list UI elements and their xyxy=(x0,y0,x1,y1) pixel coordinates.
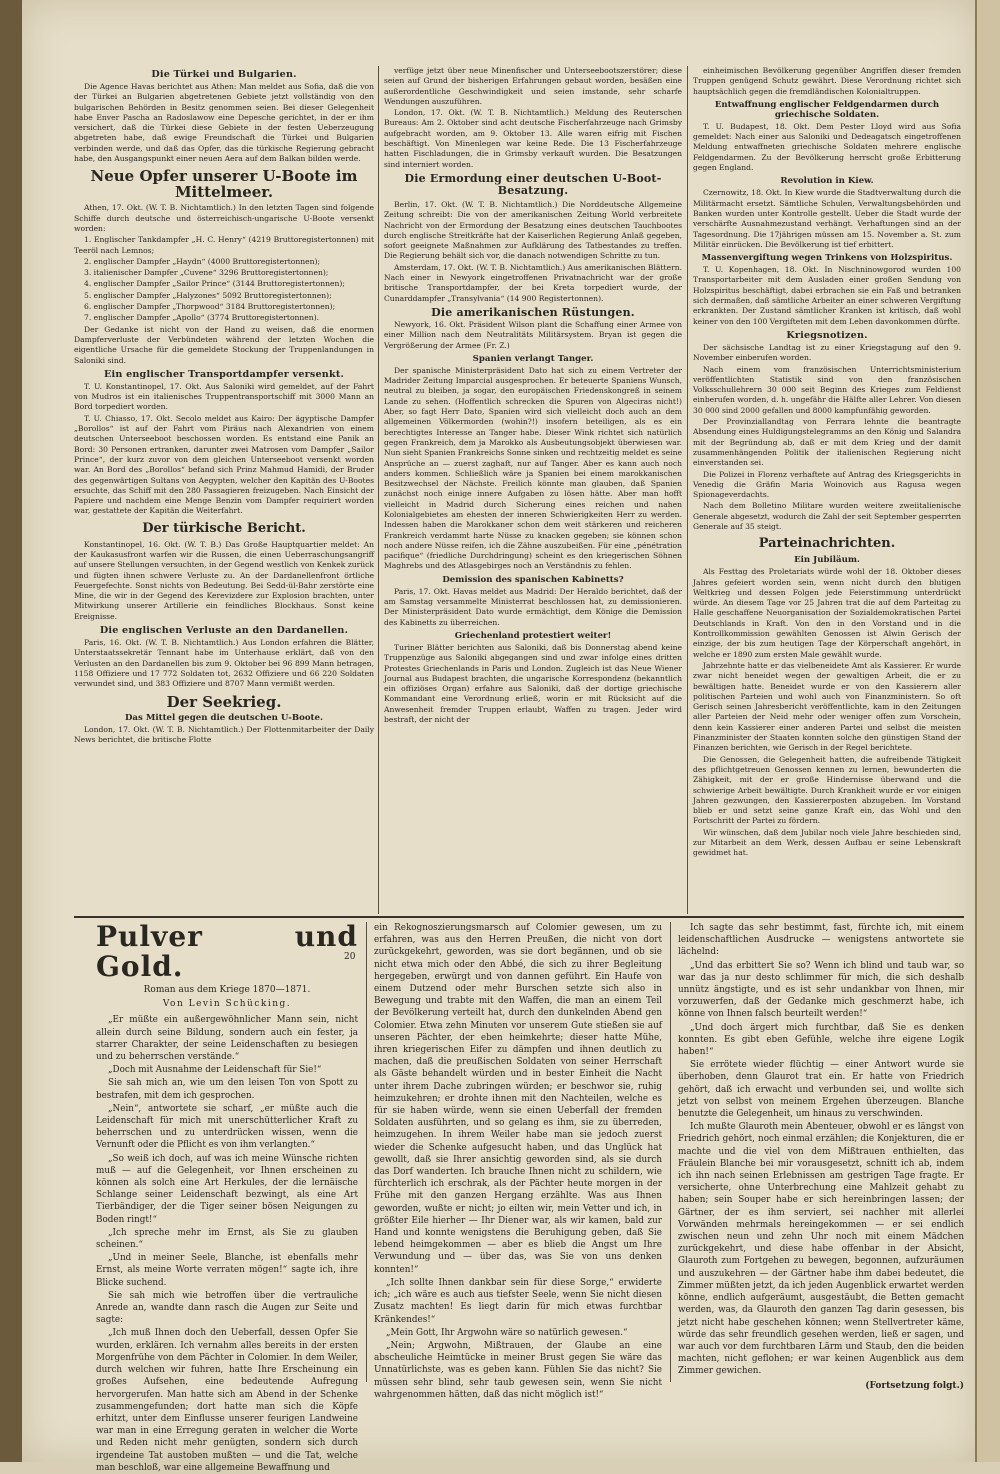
headline-kriegsnotizen: Kriegsnotizen. xyxy=(786,329,868,341)
story-text: „Doch mit Ausnahme der Leidenschaft für Sie!“ xyxy=(108,1065,322,1076)
column-rule xyxy=(378,66,379,914)
article-text: einheimischen Bevölkerung gegenüber Angriffen dieser fremden Truppen genügend Schutz gewährt. Diese Verordnung richtet sich hauptsächlich gegen die fremdländischen Kolonialtruppen. xyxy=(693,66,961,96)
article-text: Die Polizei in Florenz verhaftete auf Antrag des Kriegsgerichts in Venedig die Gräfin Maria Woinovich aus Ragusa wegen Spionageverdachts. xyxy=(693,469,961,500)
article-text: Der Provinziallandtag von Ferrara lehnte die beantragte Absendung eines Huldigungstelegramms an den König und Salandra mit der Begründung ab, daß er mit dem Krieg und der damit zusammenhängenden Politik der italienischen Regierung nicht einverstanden sei. xyxy=(693,417,961,468)
headline-parteinachrichten: Parteinachrichten. xyxy=(758,536,896,552)
article-text: Jahrzehnte hatte er das vielbeneidete Amt als Kassierer. Er wurde zwar nicht beneidet wegen der gewaltigen Arbeit, die er zu bewältigen hatte. Beneidet wurde er von den Kassierern aller politischen Parteien und wohl auch von Finanzministern. So oft Gerisch seinen Jahresbericht veröffentlichte, kam in den Zeitungen aller Parteien der Neid mehr oder weniger offen zum Vorschein, denn kein Kassierer einer anderen Partei und selbst die meisten Finanzminister der Staaten konnten solche den günstigen Stand der Finanzen berichten, wie Gerisch in der Regel berichtete. xyxy=(693,660,961,753)
article-text: Amsterdam, 17. Okt. (W. T. B. Nichtamtlich.) Aus amerikanischen Blättern. Nach einer in Newyork eingetroffenen Privatnachricht war der große britische Transportdampfer, der bei Kreta torpediert wurde, der Cunarddampfer „Transylvania“ (14 900 Registertonnen). xyxy=(384,262,682,303)
headline-revolution-kiew: Revolution in Kiew. xyxy=(780,176,874,187)
article-text: Die Agence Havas berichtet aus Athen: Man meldet aus Sofia, daß die von der Türkei an Bulgarien abgetretenen Gebiete jetzt vollständig von den bulgarischen Behörden in Besitz genommen seien. Bei dieser Gelegenheit habe Enver Pascha an Radoslawow eine Depesche gerichtet, in der er ihm versichert, daß die Türkei diese Gebiete in der festen Ueberzeugung abgetreten habe, daß ewige Freundschaft die Türkei und Bulgarien verbinden werde, und daß das Opfer, das die türkische Regierung gebracht habe, den Ausgangspunkt einer neuen Aera auf dem Balkan bilden werde. xyxy=(74,82,374,164)
article-text: Nach einem vom französischen Unterrichtsministerium veröffentlichten Statistik sind von den französischen Volksschullehrern 30 000 seit Beginn des Krieges zum Feldienst einberufen worden, d. h. ungefähr die Hälfte aller Lehrer. Von diesen 30 000 sind 2000 gefallen und 8000 kampfunfähig geworden. xyxy=(693,364,961,415)
story-text: „So weiß ich doch, auf was ich meine Wünsche richten muß — auf die Gelegenheit, vor Ihnen erscheinen zu können als solch eine Art Herkules, der die lernäische Schlange seiner Leidenschaft bezwingt, als eine Art Tierbändiger, der die Tiger seiner bösen Neigungen zu Boden ringt!“ xyxy=(96,1153,358,1225)
installment-number: 20 xyxy=(344,952,356,962)
list-item: 3. italienischer Dampfer „Cuvene“ 3296 Bruttoregistertonnen); xyxy=(84,268,329,278)
story-text: ein Rekognoszierungsmarsch auf Colomier gewesen, um zu erfahren, was aus den Herren Preußen, die nicht von dort zurückgekehrt, geworden, was sie dort begännen, und ob sie nicht etwa mich oder den Abbé, die sich zu ihrer Begleitung hergegeben, erwürgt und von dannen geführt. Ein Haufe von einem Dutzend oder mehr Burschen setzte sich also in Bewegung und trabte mit den Waffen, die man an einem Teil der Bevölkerung verteilt hat, durch den dunkelnden Abend gen Colomier. Etwa zehn Minuten vor unserem Gute stießen sie auf unseren Pächter, der eben heimkehrte; dieser hatte Mühe, ihren kriegerischen Eifer zu dämpfen und ihnen deutlich zu machen, daß die preußischen Soldaten von seiner Herrschaft als Gäste behandelt würden und in bester Einheit die Nacht unter ihrem Dache zubringen würden; er beschwor sie, ruhig heimzukehren; er drohte ihnen mit den Nachteilen, welche es für sie haben würde, wenn sie einen Ueberfall der fremden Soldaten ausführten, und so gelang es ihm, sie zu überreden, heimzugehen. In ihrem Weiler habe man sie jedoch zuerst wieder die Schenke aufgesucht haben, und das Unglück hat gewollt, daß sie Ihrer ansichtig geworden sind, als sie durch das Dorf wanderten. Ich brauche Ihnen nicht zu schildern, wie fürchterlich ich erschrak, als der Pächter heute morgen in der Frühe mit den ganzen Hergang erzählte. Was aus Ihnen geworden, wußte er nicht; jo eilten wir, mein Vetter und ich, in größter Eile hierher — Ihr Diener war, als wir kamen, bald zur Hand und konnte wenigstens die Beruhigung geben, daß Sie lebend heimgekommen — aber es blieb die Angst um Ihre Verwundung und — über das, was Sie von uns denken konnten!“ xyxy=(374,923,662,1275)
subheadline-u-boote: Das Mittel gegen die deutschen U-Boote. xyxy=(124,712,323,723)
story-text: Sie sah mich wie betroffen über die vertrauliche Anrede an, wandte dann rasch die Augen zur Seite und sagte: xyxy=(96,1290,358,1326)
column-1 xyxy=(74,66,374,910)
story-text: „Und das erbittert Sie so? Wenn ich blind und taub war, so war das ja nur desto schlimmer für mich, die sich deshalb unnütz ängstigte, und es ist sehr undankbar von Ihnen, mir vorzuwerfen, daß der Gedanke mich geschmerzt habe, ich könne von Ihnen falsch beurteilt werden!“ xyxy=(678,960,964,1020)
article-text: verfüge jetzt über neue Minenfischer und Unterseebootszerstörer; diese seien auf Grund der bisherigen Erfahrungen gebaut worden, besäßen eine außerordentliche Geschwindigkeit und seien imstande, sehr scharfe Wendungen auszuführen. xyxy=(384,66,682,106)
story-text: „Und in meiner Seele, Blanche, ist ebenfalls mehr Ernst, als meine Worte verraten mögen!“ sagte ich, ihre Blicke suchend. xyxy=(96,1253,358,1288)
headline-amerikanische-ruestungen: Die amerikanischen Rüstungen. xyxy=(431,305,635,319)
article-text: Konstantinopel, 16. Okt. (W. T. B.) Das Große Hauptquartier meldet: An der Kaukasusfront warfen wir die Russen, die einen Ueberraschungsangriff auf unsere Stellungen versuchten, in der Gegend westlich von Kenkek zurück und fügten ihnen schwere Verluste zu. An der Dardanellenfront örtliche Feuergefechte. Sonst nichts von Bedeutung. Bei Sedd-ül-Bahr zerstörte eine Mine, die wir in der Gegend des Kerevizdere zur Explosion brachten, unter Mitwirkung unserer Artillerie ein feindliches Blockhaus. Sonst keine Ereignisse. xyxy=(74,539,374,621)
article-text: London, 17. Okt. (W. T. B. Nichtamtlich.) Meldung des Reuterschen Bureaus: Am 2. Oktober sind acht deutsche Fischerfahrzeuge nach Grimsby aufgebracht worden, am 9. Oktober 13. Alle waren eifrig mit Fischen beschäftigt. Von Minenlegen war keine Rede. Die 13 Fischerfahrzeuge hatten Fischladungen, die in Grimsby verkauft wurden. Die Besatzungen sind interniert worden. xyxy=(384,108,682,169)
story-text: „Ich muß Ihnen doch den Ueberfall, dessen Opfer Sie wurden, erklären. Ich vernahm alles bereits in der ersten Morgenfrühe von dem Pächter in Colomier. In dem Weiler, durch welchen wir fuhren, hatte Ihre Erscheinung ein großes Aufsehen, eine bedeutende Aufregung hervorgerufen. Man hatte sich am Abend in der Schenke zusammengefunden; dort hatte man sich die Köpfe erhitzt, unter dem Einflusse unserer feurigen Landweine war man in eine Erregung geraten in welcher die Worte und Reden nicht mehr genügten, sondern sich durch irgendeine Tat austoben mußten — und die Tat, welche man beschloß, war eine allgemeine Bewaffnung und xyxy=(96,1328,358,1473)
list-item: 7. englischer Dampfer „Apollo“ (3774 Bruttoregistertonnen). xyxy=(84,313,320,323)
headline-massenvergiftung: Massenvergiftung wegen Trinkens von Holzspiritus. xyxy=(701,253,953,264)
article-text: Der sächsische Landtag ist zu einer Kriegstagung auf den 9. November einberufen worden. xyxy=(693,342,961,363)
article-text: T. U. Budapest, 18. Okt. Dem Pester Lloyd wird aus Sofia gemeldet: Nach einer aus Saloniki und Dedeagatsch eingetroffenen Meldung entwaffneten griechische Soldaten mehrere englische Feldgendarmen. Zu der Bevölkerung herrscht große Erbitterung gegen England. xyxy=(693,121,961,173)
column-3 xyxy=(693,66,961,910)
story-text: „Nein“, antwortete sie scharf, „er müßte auch die Leidenschaft für mich mit unerschütterlicher Kraft zu beherrschen und zu unterdrücken wissen, wenn die Vernunft oder die Pflicht es von ihm verlangten.“ xyxy=(96,1103,358,1151)
newspaper-page xyxy=(22,0,977,1473)
feuilleton-column-2 xyxy=(374,922,662,1400)
article-text: Athen, 17. Okt. (W. T. B. Nichtamtlich.) In den letzten Tagen sind folgende Schiffe durch deutsche und österreichisch-ungarische U-Boote versenkt worden: xyxy=(74,203,374,233)
headline-griechenland: Griechenland protestiert weiter! xyxy=(454,630,612,641)
story-text: Sie errötete wieder flüchtig — einer Antwort wurde sie überhoben, denn Glaurot trat ein. Er hatte von Friedrich gehört, daß ich erwacht und verbunden sei, und wollte sich jetzt von selbst von meinem Ergehen überzeugen. Blanche benutzte die Gelegenheit, um hinaus zu verschwinden. xyxy=(678,1060,964,1120)
column-rule xyxy=(687,66,688,914)
article-text: Die Genossen, die Gelegenheit hatten, die aufreibende Tätigkeit des pflichtgetreuen Genossen kennen zu lernen, bewunderten die Zähigkeit, mit der er große Hindernisse überwand und die schwierige Arbeit bewältigte. Durch Krankheit wurde er vor einigen Jahren gezwungen, den Kassiererposten abzugeben. Im Vorstand blieb er und setzt seine ganze Kraft ein, das Wohl und den Fortschritt der Partei zu fördern. xyxy=(693,754,961,826)
list-item: 4. englischer Dampfer „Sailor Prince“ (3144 Bruttoregistertonnen); xyxy=(84,279,345,289)
feuilleton-column-1 xyxy=(96,920,358,1473)
column-2 xyxy=(384,66,682,910)
story-text: „Nein; Argwohn, Mißtrauen, der Glaube an eine abscheuliche Heimtücke in meiner Brust gegen Sie wäre das Unnatürlichste, was es geben kann. Fühlen Sie das nicht? Sie müssen sehr blind, sehr taub gewesen sein, wenn Sie nicht wahrgenommen hätten, daß das nicht möglich ist!“ xyxy=(374,1340,662,1400)
headline-transportdampfer: Ein englischer Transportdampfer versenkt. xyxy=(104,368,344,380)
article-text: Berlin, 17. Okt. (W. T. B. Nichtamtlich.) Die Norddeutsche Allgemeine Zeitung schreibt: Die von der amerikanischen Zeitung World verbreitete Nachricht von der Ermordung der Besatzung eines deutschen Tauchbootes durch englische Streitkräfte hat der Kaiserlichen Regierung Anlaß gegeben, sofort geeignete Maßnahmen zur Aufklärung des Tatbestandes zu treffen. Die Regierung behält sich vor, die danach notwendigen Schritte zu tun. xyxy=(384,199,682,261)
article-text: Wir wünschen, daß dem Jubilar noch viele Jahre beschieden sind, zur Mitarbeit an dem Werk, dessen Aufbau er seine Lebenskraft gewidmet hat. xyxy=(693,827,961,858)
binding-left xyxy=(0,0,22,1462)
headline-ermordung: Die Ermordung einer deutschen U-Boot-Besatzung. xyxy=(404,171,662,198)
list-item: 6. englischer Dampfer „Thorpwood“ 3184 Bruttoregistertonnen); xyxy=(84,302,336,312)
story-text: Ich mußte Glauroth mein Abenteuer, obwohl er es längst von Friedrich gehört, noch einmal erzählen; die Konjekturen, die er machte und die viel von dem Mißtrauen enthielten, das Fräulein Blanche bei mir vorausgesetzt, schnitt ich ab, indem ich ihn nach seinen Erlebnissen am gestrigen Tage fragte. Er versicherte, ohne Unterbrechung eine Mahlzeit gehabt zu haben; sein Souper habe er sich hereinbringen lassen; der Gärtner, der es ihm serviert, sei nachher mit allerlei Vorwänden mehrmals hereingekommen — er sei endlich zwischen neun und zehn Uhr noch mit einem Mädchen zurückgekehrt, und diese habe offenbar in der Absicht, Glauroth zum Fortgehen zu bewegen, begonnen, aufzuräumen und auszukehren — der Gärtner habe ihm dabei bedeutet, die Zimmer müßten jetzt, da ich jeden Augenblick erwartet werden könne, endlich aufgeräumt, ausgestäubt, die Betten gemacht werden, was, da Glauroth den ganzen Tag darin gesessen, bis jetzt nicht habe geschehen können; wenn Stellvertreter käme, würde das sehr freundlich gesehen werden, ließ er sagen, und war auch vor dem furchtbaren Lärm und Staub, den die beiden machten, nicht geflohen; er war keinen Augenblick aus dem Zimmer gewichen. xyxy=(678,1122,964,1377)
headline-demission: Demission des spanischen Kabinetts? xyxy=(442,574,624,585)
feuilleton-divider xyxy=(74,916,964,918)
list-item: 2. englischer Dampfer „Haydn“ (4000 Bruttoregistertonnen); xyxy=(84,256,321,266)
story-text: „Ich spreche mehr im Ernst, als Sie zu glauben scheinen.“ xyxy=(96,1227,358,1251)
article-text: Der Gedanke ist nicht von der Hand zu weisen, daß die enormen Dampferverluste der Verbündeten während der letzten Wochen die eigentliche Ursache für die gemeldete Stockung der Truppenlandungen in Saloniki sind. xyxy=(74,324,374,365)
story-text: „Er müßte ein außergewöhnlicher Mann sein, nicht allein durch seine Bildung, sondern auch ein fester, ja starrer Charakter, der seine Leidenschaften zu besiegen und zu beherrschen verstände.“ xyxy=(96,1015,358,1063)
story-text: „Mein Gott, Ihr Argwohn wäre so natürlich gewesen.“ xyxy=(386,1327,628,1338)
article-text: Czernowitz, 18. Okt. In Kiew wurde die Stadtverwaltung durch die Militärmacht ersetzt. Sämtliche Schulen, Verwaltungsbehörden und Banken wurden unter Kontrolle gestellt. Ueber die Stadt wurde der verschärfte Ausnahmezustand verhängt. Verhaftungen sind an der Tagesordnung. Die 17jährigen müssen am 15. November a. St. zum Militär einrücken. Die Bevölkerung ist tief erbittert. xyxy=(693,188,961,249)
article-text: Als Festtag des Proletariats würde wohl der 18. Oktober dieses Jahres gefeiert worden sein, wenn nicht durch den blutigen Weltkrieg und dessen Folgen jede Feierstimmung unterdrückt würde. An diesem Tage vor 25 Jahren trat die auf dem Parteitag zu Halle geschaffene Neuorganisation der Sozialdemokratischen Partei Deutschlands in Kraft. Von den in den Vorstand und in die Kontrollkommission gewählten Genossen ist Alwin Gerisch der einzige, der bis zum heutigen Tage der Körperschaft angehört, in welche er 1890 zum ersten Male gewählt wurde. xyxy=(693,567,961,659)
article-text: Paris, 17. Okt. Havas meldet aus Madrid: Der Heraldo berichtet, daß der am Samstag versammelte Ministerrat beschlossen hat, zu demissionieren. Der Ministerpräsident Dato wurde ermächtigt, dem Könige die Demission des Kabinetts zu überreichen. xyxy=(384,586,682,627)
feuilleton-subtitle: Roman aus dem Kriege 1870—1871. xyxy=(143,985,311,995)
headline-tuerkischer-bericht: Der türkische Bericht. xyxy=(142,520,306,536)
feuilleton-author: Von Levin Schücking. xyxy=(162,999,292,1010)
article-text: T. U. Kopenhagen, 18. Okt. In Nischninowgorod wurden 100 Transportarbeiter mit dem Ausladen einer großen Sendung von Holzspiritus beschäftigt, dabei erbrachen sie ein Faß und betranken sich dermaßen, daß sämtliche Arbeiter an einer schweren Vergiftung erkrankten. Der Zustand sämtlicher Kranken ist kritisch, daß wohl keiner von den 100 Vergifteten mit dem Leben davonkommen dürfte. xyxy=(693,265,961,326)
list-item: 5. englischer Dampfer „Halyzones“ 5092 Bruttoregistertonnen); xyxy=(84,290,332,300)
article-text: Newyork, 16. Okt. Präsident Wilson plant die Schaffung einer Armee von einer Million nach dem Neutralitäts Militärsystem. Bryan ist gegen die Vergrößerung der Armee (Fr. Z.) xyxy=(384,319,682,350)
article-text: Turiner Blätter berichten aus Saloniki, daß bis Donnerstag abend keine Truppenzüge aus Saloniki abgegangen sind und zwar infolge eines dritten Protestes Griechenlands in Paris und London. Zugleich ist das Neue Wiener Journal aus Budapest brachten, die ungarische Korrespondenz (bekanntlich ein offiziöses Organ) erfahre aus Saloniki, daß der dortige griechische Kommandant eine Verordnung erließ, worin er mit Rücksicht auf die Anwesenheit fremder Truppen erlaubt, Waffen zu tragen. Jeder wird bestraft, der nicht der xyxy=(384,642,682,725)
article-text: Paris, 16. Okt. (W. T. B. Nichtamtlich.) Aus London erfahren die Blätter, Unterstaatssekretär Tennant habe im Unterhause erklärt, daß von den Verlusten an den Dardanellen bis zum 9. Oktober bei 96 899 Mann betragen, 1158 Offiziere und 17 772 Soldaten tot, 2632 Offiziere und 66 220 Soldaten verwundet sind, und 383 Offiziere und 8707 Mann vermißt werden. xyxy=(74,638,374,689)
article-text: Der spanische Ministerpräsident Dato hat sich zu einem Vertreter der Madrider Zeitung Imparcial ausgesprochen. Er beteuerte Spaniens Wunsch, neutral zu bleiben, ja sogar, den europäischen Friedenskongreß in seinem Lande zu sehen. (Hoffentlich schrecken die Spuren von Algeciras nicht!) Aber, so fagt Herr Dato, Spanien wird sich vielleicht doch auch an dem allgemeinen Völkermorden (wohin?!) insofern beteiligen, als es ein berechtigtes Interesse an Tanger habe. Dieser Wink richtet sich natürlich gegen Frankreich, dem ja Marokko als Ausbeutungsobjekt überwiesen war. Nun sieht Spanien Frankreichs Sonne sinken und rechtzeitig meldet es seine Ansprüche an — zuerst zaghaft, nur auf Tanger. Aber es kann auch noch anders kommen. Schließlich wäre ja Spanien bei einem marokkanischen Besitzwechsel der Nächste. Freilich könnte man glauben, daß Spanien zunächst noch einige innere Aufgaben zu lösen hätte. Aber man hofft vielleicht in Madrid durch Sicherung eines reichen und nahen Kolonialgebietes am ehesten der inneren Schwierigkeiten Herr zu werden. Indessen haben die Marokkaner schon dem weit stärkeren und reicheren Frankreich verdammt harte Nüsse zu knacken gegeben; sie können schon noch andere Nüsse reifen, ich die Zähne auszubeißen. Für eine „pénétration pacifique“ (friedliche Durchdringung) scheint es den kriegerischen Söhnen Maghrebs und des Atlasgebirges noch an Verständnis zu fehlen. xyxy=(384,365,682,571)
article-text: London, 17. Okt. (W. T. B. Nichtamtlich.) Der Flottenmitarbeiter der Daily News berichtet, die britische Flotte xyxy=(74,724,374,744)
story-text: Sie sah mich an, wie um den leisen Ton von Spott zu bestrafen, mit dem ich gesprochen. xyxy=(96,1078,358,1101)
headline-englische-verluste: Die englischen Verluste an den Dardanellen. xyxy=(99,625,349,637)
headline-spanien-tanger: Spanien verlangt Tanger. xyxy=(472,353,594,364)
headline-tuerkei-bulgarien: Die Türkei und Bulgarien. xyxy=(151,69,297,80)
feuilleton-column-3 xyxy=(678,922,964,1391)
article-text: Nach dem Bolletino Militare wurden weitere zweiitalienische Generale abgesetzt, wodurch die Zahl der seit September gesperrten Generale auf 35 steigt. xyxy=(693,501,961,531)
story-text: „Und doch ärgert mich furchtbar, daß Sie es denken konnten. Es gibt eben Gefühle, welche ihre eigene Logik haben!“ xyxy=(678,1022,964,1058)
list-item: 1. Englischer Tankdampfer „H. C. Henry“ (4219 Bruttoregistertonnen) mit Teeröl nach Lemnos; xyxy=(74,235,374,255)
continuation-note: (Fortsetzung folgt.) xyxy=(865,1380,964,1391)
article-text: T. U. Konstantinopel, 17. Okt. Aus Saloniki wird gemeldet, auf der Fahrt von Mudros ist ein italienisches Truppentransportschiff mit 3000 Mann an Bord torpediert worden. xyxy=(74,381,374,412)
headline-neue-opfer: Neue Opfer unserer U-Boote im Mittelmeer. xyxy=(90,167,358,202)
subheadline-jubilaeum: Ein Jubiläum. xyxy=(794,555,860,566)
story-text: Ich sagte das sehr bestimmt, fast, fürchte ich, mit einem leidenschaftlichen Ausdrucke — wenigstens antwortete sie lächelnd: xyxy=(678,923,964,958)
column-rule xyxy=(670,922,671,1382)
headline-seekrieg: Der Seekrieg. xyxy=(166,692,282,711)
binding-right xyxy=(975,0,1000,1462)
feuilleton-title: Pulver und Gold. xyxy=(96,920,358,983)
column-rule xyxy=(366,922,367,1382)
article-text: T. U. Chiasso, 17. Okt. Secolo meldet aus Kairo: Der ägyptische Dampfer „Borollos“ ist auf der Fahrt vom Piräus nach Alexandrien von einem deutschen Unterseeboot beschossen worden. Es entstand eine Panik an Bord: 30 Personen ertranken, darunter zwei Matrosen vom Dampfer „Sailor Prince“, der kurz zuvor von dem gleichen Unterseeboot versenkt worden war. An Bord des „Borollos“ befand sich Prinz Mahmud Hamidi, der Bruder des gegenwärtigen Sultans von Aegypten, welcher den Kapitän des U-Bootes ersuchte, das Schiff mit den 280 Passagieren freizugeben. Nach Einsicht der Papiere und nachdem eine Menge Benzin vom Dampfer requiriert worden war, gestattete der Kapitän die Weiterfahrt. xyxy=(74,413,374,516)
headline-entwaffnung: Entwaffnung englischer Feldgendarmen durch griechische Soldaten. xyxy=(714,99,940,120)
story-text: „Ich sollte Ihnen dankbar sein für diese Sorge,“ erwiderte ich; „ich wäre es auch aus tiefster Seele, wenn Sie nicht diesen Zusatz machten! Es liegt darin für mich etwas furchtbar Kränkendes!“ xyxy=(374,1277,662,1325)
